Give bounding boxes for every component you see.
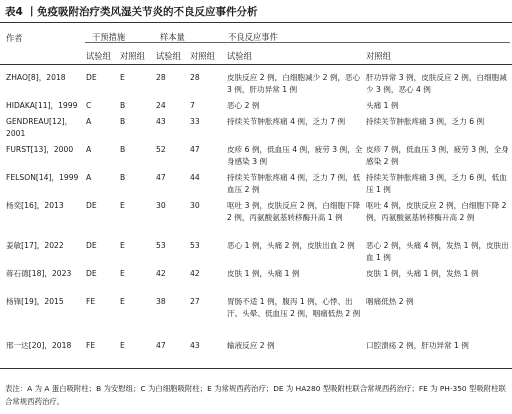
intervention-ctrl-cell: E (120, 341, 125, 350)
sample-ctrl-cell: 7 (190, 101, 195, 110)
adverse-ctrl-cell: 恶心 2 例，头痛 4 例，发热 1 例，皮肤出血 1 例 (366, 241, 509, 262)
adverse-exp-cell: 皮疹 6 例，低血压 4 例，疲劳 3 例，全身感染 3 例 (227, 145, 363, 166)
adverse-ctrl-cell: 头痛 1 例 (366, 101, 399, 110)
bottom-rule (0, 368, 512, 369)
sample-exp-cell: 43 (156, 117, 166, 126)
author-cell: 姜敏[17]，2022 (6, 241, 64, 250)
adverse-exp-cell: 持续关节肿胀疼痛 4 例，乏力 7 例 (227, 117, 346, 126)
sample-ctrl-cell: 53 (190, 241, 200, 250)
intervention-ctrl-cell: B (120, 173, 126, 182)
adverse-ctrl-cell: 肝功异常 3 例，皮肤反应 2 例，白细胞减少 3 例，恶心 4 例 (366, 73, 507, 94)
intervention-exp-cell: DE (86, 201, 97, 210)
adverse-ctrl-cell: 呕吐 4 例，皮肤反应 2 例，白细胞下降 2 例，丙氨酸氨基转移酶升高 2 例 (366, 201, 507, 222)
intervention-ctrl-cell: B (120, 117, 126, 126)
author-cell: FURST[13]，2000 (6, 145, 74, 154)
intervention-ctrl-cell: B (120, 101, 126, 110)
header-mid-rule (85, 42, 510, 43)
header-n-ctrl: 对照组 (190, 51, 215, 61)
header-author: 作者 (6, 33, 23, 43)
intervention-ctrl-cell: E (120, 269, 125, 278)
intervention-ctrl-cell: B (120, 145, 126, 154)
adverse-ctrl-cell: 皮疹 7 例，低血压 3 例，疲劳 3 例，全身感染 2 例 (366, 145, 509, 166)
sample-exp-cell: 30 (156, 201, 166, 210)
adverse-exp-cell: 皮肤反应 2 例，白细胞减少 2 例，恶心 3 例，肝功异常 1 例 (227, 73, 361, 94)
author-cell: HIDAKA[11]，1999 (6, 101, 78, 110)
sample-ctrl-cell: 43 (190, 341, 200, 350)
sample-exp-cell: 38 (156, 297, 166, 306)
sample-exp-cell: 53 (156, 241, 166, 250)
adverse-exp-cell: 持续关节肿胀疼痛 4 例，乏力 7 例，低血压 2 例 (227, 173, 361, 194)
intervention-exp-cell: FE (86, 341, 96, 350)
top-rule (0, 22, 512, 23)
header-ig-exp: 试验组 (86, 51, 111, 61)
sample-exp-cell: 52 (156, 145, 166, 154)
intervention-ctrl-cell: E (120, 73, 125, 82)
sample-ctrl-cell: 47 (190, 145, 200, 154)
intervention-exp-cell: C (86, 101, 92, 110)
header-intervention: 干预措施 (92, 32, 126, 42)
author-cell: GENDREAU[12]，2001 (6, 117, 73, 138)
header-adverse-events: 不良反应事件 (228, 32, 278, 42)
intervention-exp-cell: A (86, 173, 92, 182)
table-title: 表4 丨免疫吸附治疗类风湿关节炎的不良反应事件分析 (5, 6, 258, 18)
author-cell: 邢一达[20]，2018 (6, 341, 72, 350)
intervention-exp-cell: A (86, 117, 92, 126)
header-ae-ctrl: 对照组 (366, 51, 391, 61)
sample-exp-cell: 28 (156, 73, 166, 82)
adverse-ctrl-cell: 持续关节肿胀疼痛 3 例，乏力 6 例，低血压 1 例 (366, 173, 507, 194)
sample-ctrl-cell: 30 (190, 201, 200, 210)
author-cell: 杨锋[19]，2015 (6, 297, 64, 306)
header-bottom-rule (0, 64, 512, 65)
author-cell: 杨奕[16]，2013 (6, 201, 64, 210)
header-n-exp: 试验组 (156, 51, 181, 61)
intervention-exp-cell: DE (86, 73, 97, 82)
adverse-exp-cell: 皮肤 1 例，头痛 1 例 (227, 269, 300, 278)
adverse-exp-cell: 胃肠不适 1 例，腹泻 1 例，心悸、出汗、头晕、低血压 2 例，咽痛低热 2 例 (227, 297, 361, 318)
sample-exp-cell: 47 (156, 173, 166, 182)
intervention-ctrl-cell: E (120, 241, 125, 250)
sample-exp-cell: 42 (156, 269, 166, 278)
adverse-exp-cell: 恶心 2 例 (227, 101, 260, 110)
intervention-exp-cell: DE (86, 269, 97, 278)
sample-ctrl-cell: 42 (190, 269, 200, 278)
adverse-ctrl-cell: 皮肤 1 例，头痛 1 例，发热 1 例 (366, 269, 479, 278)
author-cell: ZHAO[8]，2018 (6, 73, 66, 82)
sample-exp-cell: 47 (156, 341, 166, 350)
sample-ctrl-cell: 28 (190, 73, 200, 82)
header-sample-size: 样本量 (160, 32, 185, 42)
intervention-ctrl-cell: E (120, 201, 125, 210)
sample-ctrl-cell: 33 (190, 117, 200, 126)
intervention-exp-cell: DE (86, 241, 97, 250)
adverse-ctrl-cell: 持续关节肿胀疼痛 3 例，乏力 6 例 (366, 117, 485, 126)
header-ae-exp: 试验组 (227, 51, 252, 61)
table-footnote: 表注：A 为 A 蛋白吸附柱；B 为安慰组；C 为白细胞吸附柱；E 为常规西药治疗；DE 为 HA280 型吸附柱联合常规西药治疗；FE 为 PH-350 型吸附柱联合常规西药治疗。 (5, 384, 506, 406)
header-ig-ctrl: 对照组 (120, 51, 145, 61)
adverse-exp-cell: 呕吐 3 例，皮肤反应 2 例，白细胞下降 2 例，丙氨酸氨基转移酶升高 1 例 (227, 201, 361, 222)
author-cell: FELSON[14]，1999 (6, 173, 79, 182)
adverse-ctrl-cell: 口腔溃疡 2 例，肝功异常 1 例 (366, 341, 469, 350)
intervention-exp-cell: A (86, 145, 92, 154)
intervention-exp-cell: FE (86, 297, 96, 306)
adverse-ctrl-cell: 咽痛低热 2 例 (366, 297, 414, 306)
sample-exp-cell: 24 (156, 101, 166, 110)
adverse-exp-cell: 恶心 1 例，头痛 2 例，皮肤出血 2 例 (227, 241, 355, 250)
author-cell: 蒋石德[18]，2023 (6, 269, 72, 278)
intervention-ctrl-cell: E (120, 297, 125, 306)
sample-ctrl-cell: 44 (190, 173, 200, 182)
sample-ctrl-cell: 27 (190, 297, 200, 306)
adverse-exp-cell: 输液反应 2 例 (227, 341, 275, 350)
